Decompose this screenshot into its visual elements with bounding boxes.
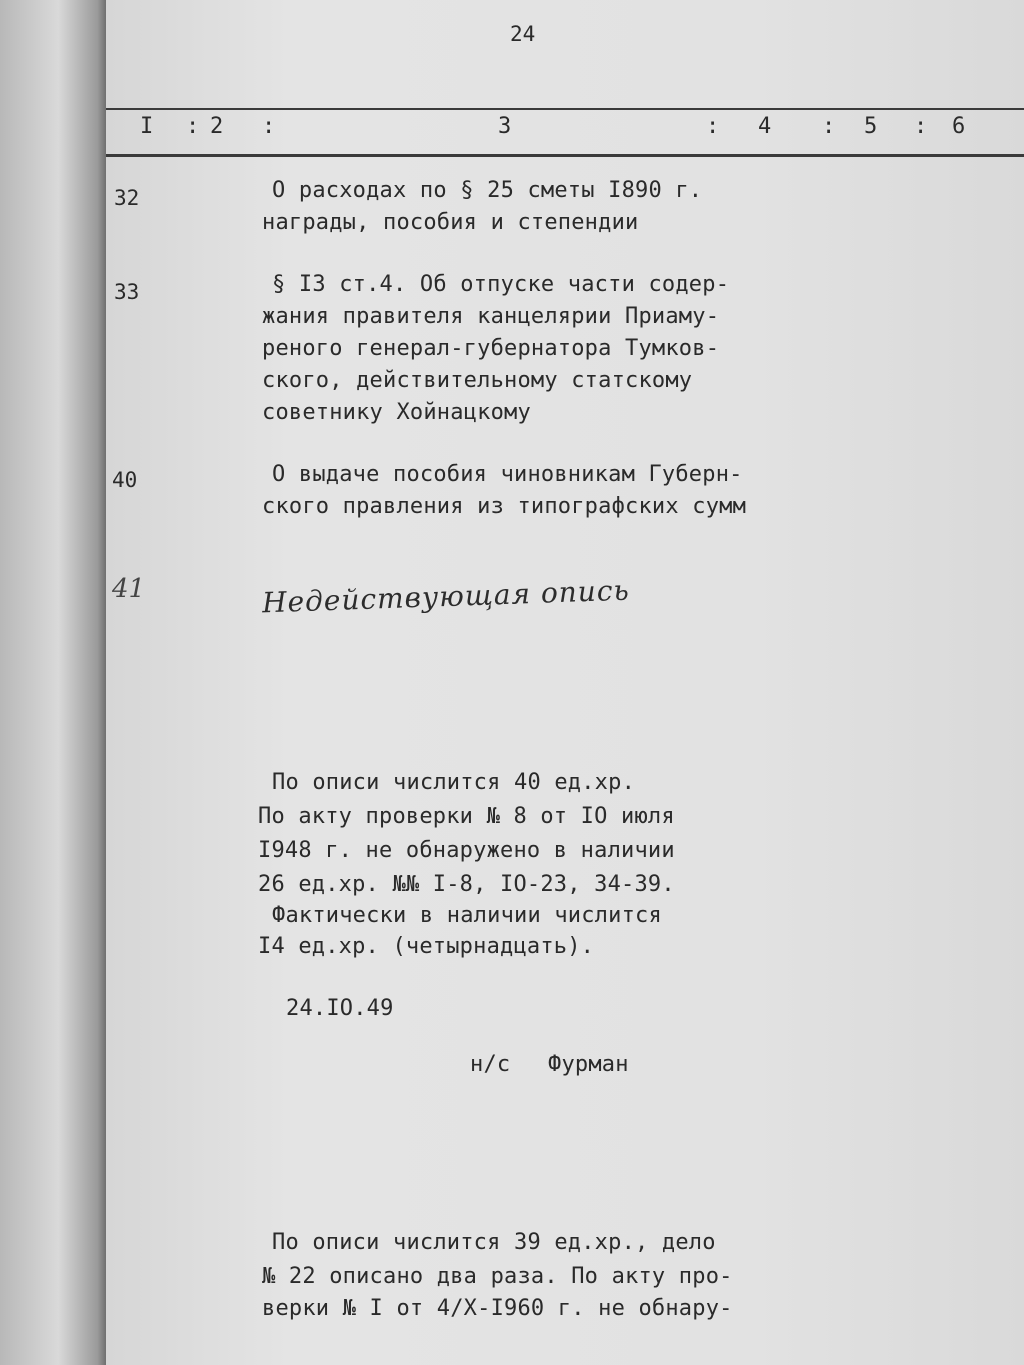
column-header-6: 6 xyxy=(952,114,966,139)
entry-text-line: ского правления из типографских сумм xyxy=(262,494,747,519)
note-line: 26 ед.хр. №№ I-8, IО-23, 34-39. xyxy=(258,872,675,897)
note-line: По описи числится 40 ед.хр. xyxy=(272,770,636,795)
header-rule-bottom xyxy=(106,154,1024,157)
note-line: По акту проверки № 8 от IО июля xyxy=(258,804,675,829)
entry-number: 33 xyxy=(114,280,140,304)
column-header-3: 3 xyxy=(498,114,512,139)
note-line: № 22 описано два раза. По акту про- xyxy=(262,1264,733,1289)
handwritten-number: 41 xyxy=(112,574,146,604)
column-separator: : xyxy=(262,114,276,139)
column-separator: : xyxy=(186,114,200,139)
note-date: 24.IО.49 xyxy=(286,996,394,1021)
column-header-1: I xyxy=(140,114,154,139)
note-line: верки № I от 4/Х-I960 г. не обнару- xyxy=(262,1296,733,1321)
column-separator: : xyxy=(706,114,720,139)
entry-number: 32 xyxy=(114,186,140,210)
entry-text-line: § I3 ст.4. Об отпуске части содер- xyxy=(272,272,730,297)
entry-text-line: жания правителя канцелярии Приаму- xyxy=(262,304,720,329)
note-line: Фактически в наличии числится xyxy=(272,903,662,928)
document-page xyxy=(106,0,1024,1365)
entry-text-line: советнику Хойнацкому xyxy=(262,400,531,425)
note-line: По описи числится 39 ед.хр., дело xyxy=(272,1230,716,1255)
entry-text-line: О расходах по § 25 сметы I890 г. xyxy=(272,178,703,203)
signature-prefix: н/с xyxy=(470,1052,511,1077)
column-separator: : xyxy=(822,114,836,139)
entry-text-line: ского, действительному статскому xyxy=(262,368,693,393)
column-header-2: 2 xyxy=(210,114,224,139)
column-header-4: 4 xyxy=(758,114,772,139)
entry-text-line: реного генерал-губернатора Тумков- xyxy=(262,336,720,361)
page-number: 24 xyxy=(510,22,536,46)
signature-name: Фурман xyxy=(548,1052,629,1077)
left-page-edge xyxy=(0,0,106,1365)
handwritten-note: Недействующая опись xyxy=(261,573,631,620)
entry-text-line: награды, пособия и степендии xyxy=(262,210,639,235)
header-rule-top xyxy=(106,108,1024,110)
entry-text-line: О выдаче пособия чиновникам Губерн- xyxy=(272,462,743,487)
column-separator: : xyxy=(914,114,928,139)
note-line: I948 г. не обнаружено в наличии xyxy=(258,838,675,863)
note-line: I4 ед.хр. (четырнадцать). xyxy=(258,934,595,959)
column-header-5: 5 xyxy=(864,114,878,139)
entry-number: 40 xyxy=(112,468,138,492)
